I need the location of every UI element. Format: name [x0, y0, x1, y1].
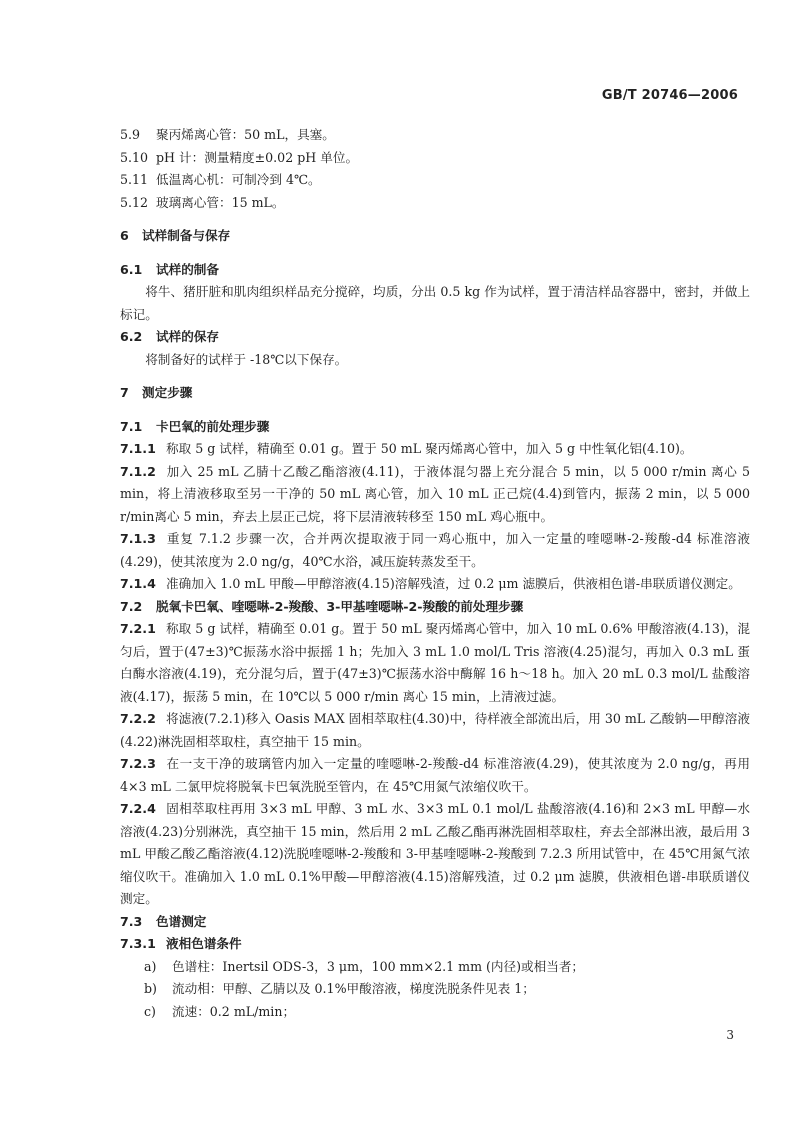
- section-7-3-1-heading: [120, 933, 750, 956]
- section-6-1-text: 将牛、猪肝脏和肌肉组织样品充分搅碎，均质，分出 0.5 kg 作为试样，置于清洁样品容器中，密封，并做上标记。: [120, 284, 750, 322]
- clause-text: 称取 5 g 试样，精确至 0.01 g。置于 50 mL 聚丙烯离心管中，加入 10 mL 0.6% 甲酸溶液(4.13)，混匀后，置于(47±3)℃振荡水浴中振摇 1 h；先加入 3 mL 1.0 mol/L Tris 溶液(4.25)混匀，再加入 0.3 mL 蛋白酶水溶液(4.19)，充分混匀后，置于(47±3)℃振荡水浴中酶解 16 h～18 h。加入 20 mL 0.3 mol/L 盐酸溶液(4.17)，振荡 5 min，在 10℃以 5 000 r/min 离心 15 min，上清液过滤。: [120, 621, 750, 704]
- item-number: 5.10: [120, 149, 149, 165]
- clause-7-1-3: [120, 528, 750, 573]
- section-title: 色谱测定: [156, 913, 207, 929]
- clause-7-2-1: [120, 618, 750, 708]
- clause-7-1-4: [120, 573, 750, 596]
- section-number: 7.2: [120, 598, 143, 614]
- clause-number: 7.2.2: [120, 711, 156, 726]
- item-text: 流动相：甲醇、乙腈以及 0.1%甲酸溶液，梯度洗脱条件见表 1；: [172, 981, 535, 996]
- section-7-3-heading: [120, 911, 750, 934]
- section-6-heading: [120, 225, 750, 248]
- clause-text: 将滤液(7.2.1)移入 Oasis MAX 固相萃取柱(4.30)中，待样液全部流出后，用 30 mL 乙酸钠—甲醇溶液(4.22)淋洗固相萃取柱，真空抽干 15 min。: [120, 711, 750, 749]
- clause-number: 7.1.1: [120, 441, 156, 456]
- clause-text: 固相萃取柱再用 3×3 mL 甲醇、3 mL 水、3×3 mL 0.1 mol/L 盐酸溶液(4.16)和 2×3 mL 甲醇—水溶液(4.23)分别淋洗，真空抽干 15 min，然后用 2 mL 乙酸乙酯再淋洗固相萃取柱，弃去全部淋出液，最后用 3 mL 甲酸乙酸乙酯溶液(4.12)洗脱喹噁啉-2-羧酸和 3-甲基喹噁啉-2-羧酸到 7.2.3 所用试管中，在 45℃用氮气浓缩仪吹干。准确加入 1.0 mL 0.1%甲酸—甲醇溶液(4.15)溶解残渣，过 0.2 μm 滤膜，供液相色谱-串联质谱仪测定。: [120, 801, 750, 906]
- item-label: a): [144, 958, 157, 974]
- clause-7-1-1: [120, 438, 750, 461]
- clause-7-2-3: [120, 753, 750, 798]
- section-7-1-heading: [120, 416, 750, 439]
- section-number: 6.2: [120, 329, 143, 344]
- item-number: 5.9: [120, 127, 141, 142]
- section-title: 测定步骤: [142, 385, 193, 400]
- section-number: 6: [120, 228, 129, 243]
- section-title: 脱氧卡巴氧、喹噁啉-2-羧酸、3-甲基喹噁啉-2-羧酸的前处理步骤: [156, 598, 524, 614]
- item-text: 流速：0.2 mL/min；: [172, 1003, 296, 1019]
- section-number: 7: [120, 385, 129, 400]
- item-text: 色谱柱：Inertsil ODS-3，3 μm，100 mm×2.1 mm (内径)或相当者；: [172, 958, 585, 974]
- clause-text: 加入 25 mL 乙腈十乙酸乙酯溶液(4.11)，于液体混匀器上充分混合 5 min，以 5 000 r/min 离心 5 min，将上清液移取至另一干净的 50 mL 离心管，加入 10 mL 正己烷(4.4)到管内，振荡 2 min，以 5 000 r/min离心 5 min，弃去上层正己烷，将下层清液转移至 150 mL 鸡心瓶中。: [120, 463, 750, 524]
- section-title: 试样制备与保存: [142, 228, 231, 243]
- item-text: 玻璃离心管：15 mL。: [156, 194, 285, 210]
- list-item-5-12: [120, 192, 750, 215]
- item-text: 低温离心机：可制冷到 4℃。: [156, 172, 321, 187]
- section-number: 6.1: [120, 261, 143, 277]
- clause-7-1-2: [120, 461, 750, 529]
- clause-7-2-4: [120, 798, 750, 911]
- section-6-1-heading: [120, 259, 750, 282]
- lc-conditions-list: [120, 956, 750, 1024]
- clause-number: 7.1.2: [120, 463, 156, 479]
- list-item: [144, 1001, 750, 1024]
- standard-code: GB/T 20746—2006: [601, 88, 738, 103]
- list-item-5-10: [120, 147, 750, 170]
- clause-text: 重复 7.1.2 步骤一次，合并两次提取液于同一鸡心瓶中，加入一定量的喹噁啉-2-羧酸-d4 标准溶液(4.29)，使其浓度为 2.0 ng/g，40℃水浴，减压旋转蒸发至干。: [120, 531, 750, 569]
- clause-number: 7.2.1: [120, 621, 156, 636]
- item-number: 5.12: [120, 194, 149, 210]
- page-number: 3: [726, 1028, 734, 1042]
- list-item: [144, 956, 750, 979]
- section-7-heading: [120, 382, 750, 405]
- list-item: [144, 978, 750, 1001]
- item-number: 5.11: [120, 172, 149, 187]
- clause-text: 准确加入 1.0 mL 甲酸—甲醇溶液(4.15)溶解残渣，过 0.2 μm 滤膜后，供液相色谱-串联质谱仪测定。: [166, 576, 741, 591]
- section-6-2-heading: [120, 326, 750, 349]
- section-7-2-heading: [120, 596, 750, 619]
- list-item-5-11: [120, 169, 750, 192]
- list-item-5-9: [120, 124, 750, 147]
- clause-number: 7.1.4: [120, 576, 156, 591]
- clause-number: 7.2.4: [120, 801, 156, 816]
- section-number: 7.3.1: [120, 936, 156, 951]
- clause-number: 7.1.3: [120, 531, 156, 546]
- section-number: 7.3: [120, 913, 143, 929]
- item-text: pH 计：测量精度±0.02 pH 单位。: [156, 149, 359, 165]
- page-content: [120, 124, 750, 1023]
- item-label: c): [144, 1003, 156, 1019]
- clause-text: 在一支干净的玻璃管内加入一定量的喹噁啉-2-羧酸-d4 标准溶液(4.29)，使其浓度为 2.0 ng/g，再用 4×3 mL 二氯甲烷将脱氧卡巴氧洗脱至管内，在 45℃用氮气浓缩仪吹干。: [120, 756, 750, 794]
- clause-number: 7.2.3: [120, 756, 156, 771]
- section-6-2-text: 将制备好的试样于 -18℃以下保存。: [145, 351, 348, 367]
- section-title: 卡巴氧的前处理步骤: [156, 418, 270, 434]
- item-text: 聚丙烯离心管：50 mL，具塞。: [156, 127, 335, 142]
- section-title: 液相色谱条件: [166, 936, 242, 951]
- section-number: 7.1: [120, 418, 143, 434]
- clause-7-2-2: [120, 708, 750, 753]
- item-label: b): [144, 981, 157, 996]
- section-title: 试样的制备: [156, 261, 219, 277]
- section-title: 试样的保存: [156, 329, 219, 344]
- clause-text: 称取 5 g 试样，精确至 0.01 g。置于 50 mL 聚丙烯离心管中，加入 5 g 中性氧化铝(4.10)。: [166, 441, 693, 456]
